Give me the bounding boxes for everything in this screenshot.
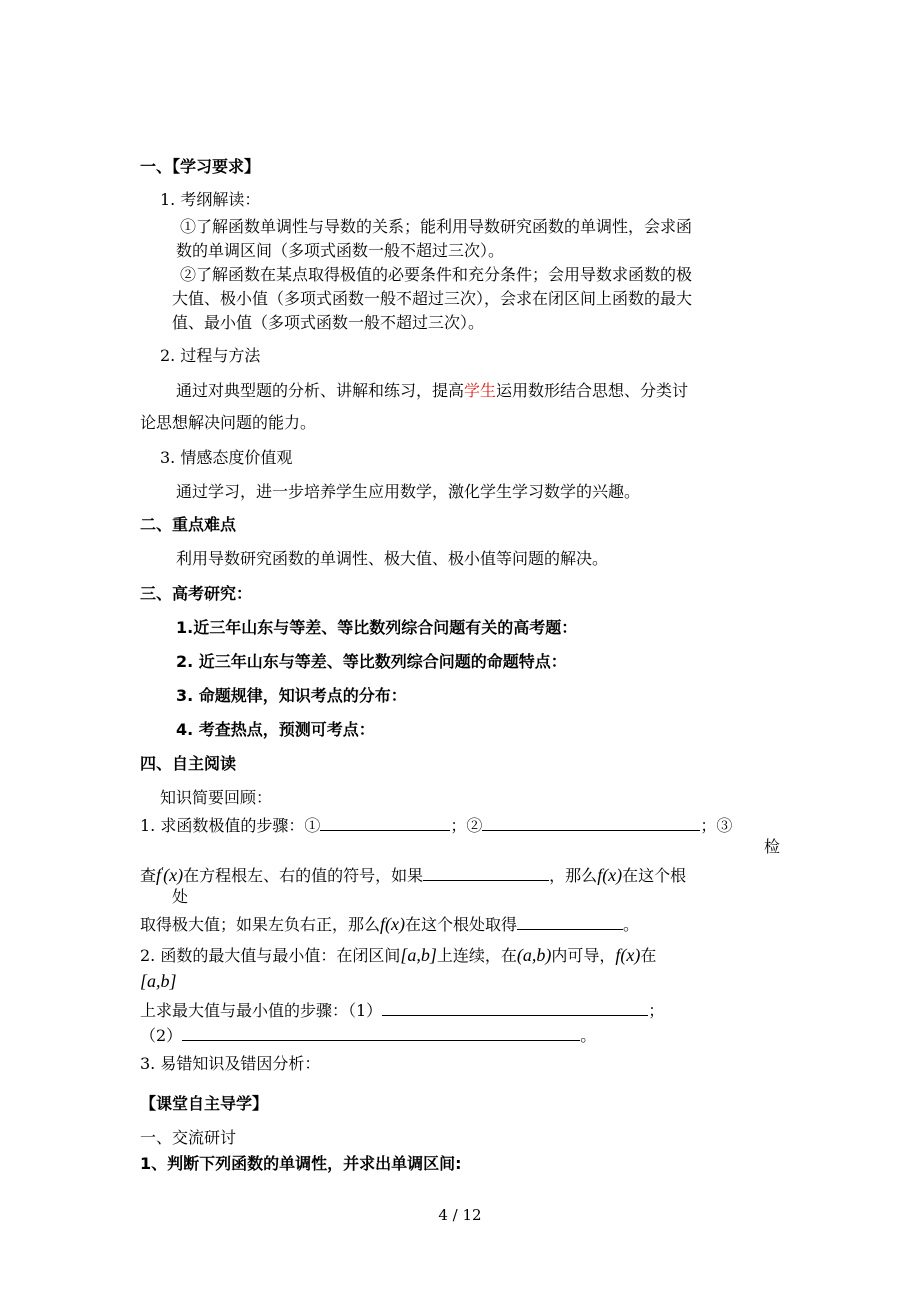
q1-check-char: 检 [764, 837, 781, 856]
requirement-2-line-c: 值、最小值（多项式函数一般不超过三次）。 [172, 313, 485, 332]
exam-research-item-3: 3. 命题规律，知识考点的分布： [176, 686, 407, 705]
math-closed-interval-1: [a,b] [400, 945, 437, 965]
knowledge-review-label: 知识简要回顾： [160, 788, 273, 807]
q2-post: 在 [640, 946, 657, 965]
q2-mid2: 内可导， [551, 946, 616, 965]
q1-blank-step-2[interactable] [482, 814, 700, 831]
q2-pre: 2. 函数的最大值与最小值：在闭区间 [140, 946, 401, 965]
process-method-line-b: 论思想解决问题的能力。 [140, 413, 317, 432]
math-fx-2: f(x) [380, 914, 405, 934]
q1-line-3 [140, 913, 639, 936]
math-x-paren: (x) [163, 865, 184, 885]
q2-line-1 [140, 944, 656, 967]
requirement-2-line-a: ②了解函数在某点取得极值的必要条件和充分条件；会用导数求函数的极 [180, 265, 693, 284]
attitude-text: 通过学习，进一步培养学生应用数学，激化学生学习数学的兴趣。 [176, 482, 641, 501]
q1-separator-1: ；② [450, 816, 483, 835]
q2-line-3 [140, 999, 664, 1022]
page-number: 4 / 12 [438, 1206, 482, 1224]
q1-l3-pre: 取得极大值；如果左负右正，那么 [140, 915, 381, 934]
q1-l2-then: ，那么 [549, 866, 598, 885]
item-label-exam-outline: 1. 考纲解读： [160, 190, 261, 209]
section-title-exam-research: 三、高考研究： [140, 584, 253, 603]
q2-mid1: 上连续，在 [436, 946, 517, 965]
q1-separator-2: ；③ [700, 816, 733, 835]
process-method-line-a [176, 380, 688, 402]
requirement-1-line-b: 数的单调区间（多项式函数一般不超过三次）。 [176, 241, 505, 260]
math-fx-1: f(x) [597, 865, 623, 885]
math-f: f [156, 865, 162, 885]
section-title-key-points: 二、重点难点 [140, 515, 237, 534]
section-title-learning-requirements: 一、【学习要求】 [140, 157, 261, 176]
process-text-pre: 通过对典型题的分析、讲解和练习，提高 [176, 381, 465, 400]
q3-error-analysis: 3. 易错知识及错因分析： [140, 1054, 321, 1073]
item-label-process-method: 2. 过程与方法 [160, 346, 261, 365]
q1-chu-char: 处 [172, 887, 189, 906]
q2-l4-end: 。 [580, 1026, 597, 1045]
key-points-text: 利用导数研究函数的单调性、极大值、极小值等问题的解决。 [176, 549, 609, 568]
requirement-1-line-a: ①了解函数单调性与导数的关系；能利用导数研究函数的单调性，会求函 [180, 217, 693, 236]
q2-line-4 [140, 1024, 596, 1047]
exam-research-item-2: 2. 近三年山东与等差、等比数列综合问题的命题特点： [176, 652, 567, 671]
highlight-students: 学生 [464, 381, 497, 400]
math-prime-mark: ' [161, 866, 164, 877]
q1-l3-end: 。 [623, 915, 640, 934]
subsection-discussion-text: 一、交流研讨 [140, 1128, 237, 1147]
q1-text: 1. 求函数极值的步骤：① [140, 816, 321, 835]
exam-research-item-4: 4. 考查热点，预测可考点： [176, 720, 375, 739]
q1-blank-step-1[interactable] [320, 814, 450, 831]
process-text-post: 运用数形结合思想、分类讨 [496, 381, 689, 400]
discussion-question-1: 1、判断下列函数的单调性，并求出单调区间: [140, 1154, 462, 1173]
q2-blank-step-1[interactable] [382, 999, 648, 1016]
math-closed-interval-2: [a,b] [140, 971, 177, 991]
math-fx-3: f(x) [615, 945, 641, 965]
q1-l2-post: 在这个根 [622, 866, 687, 885]
q2-l3-end: ； [648, 1001, 665, 1020]
q1-l3-mid: 在这个根处取得 [405, 915, 518, 934]
section-title-self-reading: 四、自主阅读 [140, 754, 237, 773]
q1-l2-pre: 查 [140, 866, 157, 885]
item-label-attitude: 3. 情感态度价值观 [160, 448, 293, 467]
math-f-prime [156, 865, 183, 885]
q1-blank-condition[interactable] [423, 864, 549, 881]
q2-blank-step-2[interactable] [182, 1024, 580, 1041]
q1-blank-min[interactable] [517, 913, 623, 930]
subsection-discussion [140, 1127, 236, 1149]
exam-research-item-1: 1.近三年山东与等差、等比数列综合问题有关的高考题： [176, 618, 578, 637]
q2-l4-pre: （2） [140, 1026, 183, 1045]
q1-l2-mid: 在方程根左、右的值的符号，如果 [183, 866, 424, 885]
q1-line-1 [140, 814, 732, 837]
math-open-interval: (a,b) [516, 945, 552, 965]
section-title-class-guide: 【课堂自主导学】 [140, 1094, 269, 1113]
q2-l3-pre: 上求最大值与最小值的步骤：（1） [140, 1001, 383, 1020]
requirement-2-line-b: 大值、极小值（多项式函数一般不超过三次），会求在闭区间上函数的最大 [172, 289, 693, 308]
q1-line-2 [140, 861, 686, 887]
